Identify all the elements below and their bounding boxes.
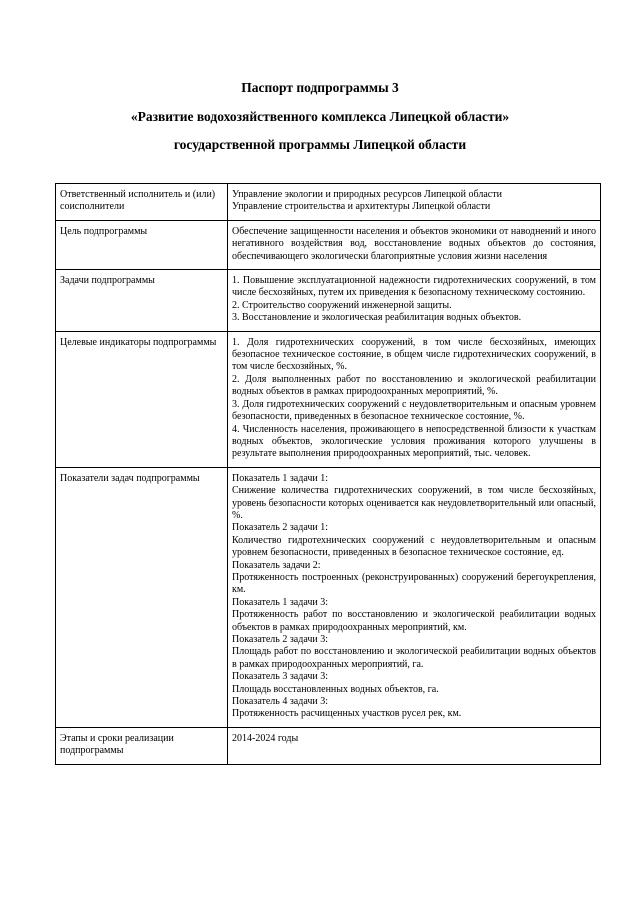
value-line: 2. Доля выполненных работ по восстановлению и экологической реабилитации водных объектов в рамках природоохранных мероприятий, %. (232, 373, 596, 398)
value-line: Показатель 1 задачи 3: (232, 596, 329, 608)
row-value (228, 220, 601, 269)
value-line: Обеспечение защищенности населения и объектов экономики от наводнений и иного негативного воздействия вод, восстановление водных объектов до состояния, обеспечивающего экологически благоприятные условия жизни населения (232, 225, 596, 262)
value-line: 4. Численность населения, проживающего в непосредственной близости к участкам водных объектов, экологические условия проживания которого улучшены в результате выполнения природоохранных мероприятий, тыс. человек. (232, 423, 596, 460)
row-label: Этапы и сроки реализации подпрограммы (56, 727, 228, 764)
value-line: 2014-2024 годы (232, 732, 299, 744)
value-line: Количество гидротехнических сооружений с неудовлетворительным и опасным уровнем безопасности, приведенных в безопасное техническое состояние, ед. (232, 534, 596, 559)
value-line: Показатель 2 задачи 1: (232, 522, 329, 534)
value-line: Показатель задачи 2: (232, 559, 321, 571)
value-line: 1. Доля гидротехнических сооружений, в том числе бесхозяйных, имеющих безопасное техническое состояние, в общем числе гидротехнических сооружений, в том числе бесхозяйных, %. (232, 336, 596, 373)
value-line: Показатель 4 задачи 3: (232, 696, 329, 708)
row-value (228, 467, 601, 727)
row-label: Цель подпрограммы (56, 220, 228, 269)
title-line-2: «Развитие водохозяйственного комплекса Липецкой области» (130, 108, 510, 124)
table-row-goal (56, 220, 601, 269)
row-label: Целевые индикаторы подпрограммы (56, 331, 228, 467)
table-row-task-indicators (56, 467, 601, 727)
table-row-timeline (56, 727, 601, 764)
passport-table (55, 183, 601, 765)
table-row-indicators (56, 331, 601, 467)
title-line-1: Паспорт подпрограммы 3 (241, 80, 399, 95)
value-line: 3. Восстановление и экологическая реабилитация водных объектов. (232, 312, 522, 324)
value-line: Показатель 2 задачи 3: (232, 634, 329, 645)
value-line: Протяженность работ по восстановлению и экологической реабилитации водных объектов в рамках природоохранных мероприятий, км. (232, 609, 596, 633)
document-title (0, 80, 640, 166)
value-line: 1. Повышение эксплуатационной надежности гидротехнических сооружений, в том числе бесхозяйных, путем их приведения к безопасному техническому состоянию. (232, 275, 596, 299)
row-label: Задачи подпрограммы (56, 270, 228, 332)
value-line: 2. Строительство сооружений инженерной защиты. (232, 299, 452, 311)
row-value (228, 727, 601, 764)
row-value (228, 331, 601, 467)
table-row-tasks (56, 270, 601, 332)
value-line: Протяженность расчищенных участков русел рек, км. (232, 708, 462, 720)
row-label: Показатели задач подпрограммы (56, 467, 228, 727)
row-label: Ответственный исполнитель и (или) соисполнители (56, 184, 228, 221)
row-value (228, 270, 601, 332)
value-line: Площадь восстановленных водных объектов, га. (232, 683, 439, 695)
value-line: Показатель 1 задачи 1: (232, 472, 329, 484)
value-line: Снижение количества гидротехнических сооружений, в том числе бесхозяйных, уровень безопасности которых оценивается как неудовлетворительный или опасный, %. (232, 485, 596, 521)
value-line: Площадь работ по восстановлению и экологической реабилитации водных объектов в рамках природоохранных мероприятий, га. (232, 646, 596, 670)
value-line: Управление экологии и природных ресурсов Липецкой области (232, 189, 502, 200)
row-value (228, 184, 601, 221)
title-line-3: государственной программы Липецкой области (173, 137, 467, 152)
value-line: Показатель 3 задачи 3: (232, 671, 329, 683)
value-line: Управление строительства и архитектуры Липецкой области (232, 201, 491, 213)
value-line: 3. Доля гидротехнических сооружений с неудовлетворительным и опасным уровнем безопасности, приведенных в безопасное техническое состояние, %. (232, 398, 596, 423)
value-line: Протяженность построенных (реконструированных) сооружений берегоукрепления, км. (232, 571, 596, 596)
table-row-executor (56, 184, 601, 221)
